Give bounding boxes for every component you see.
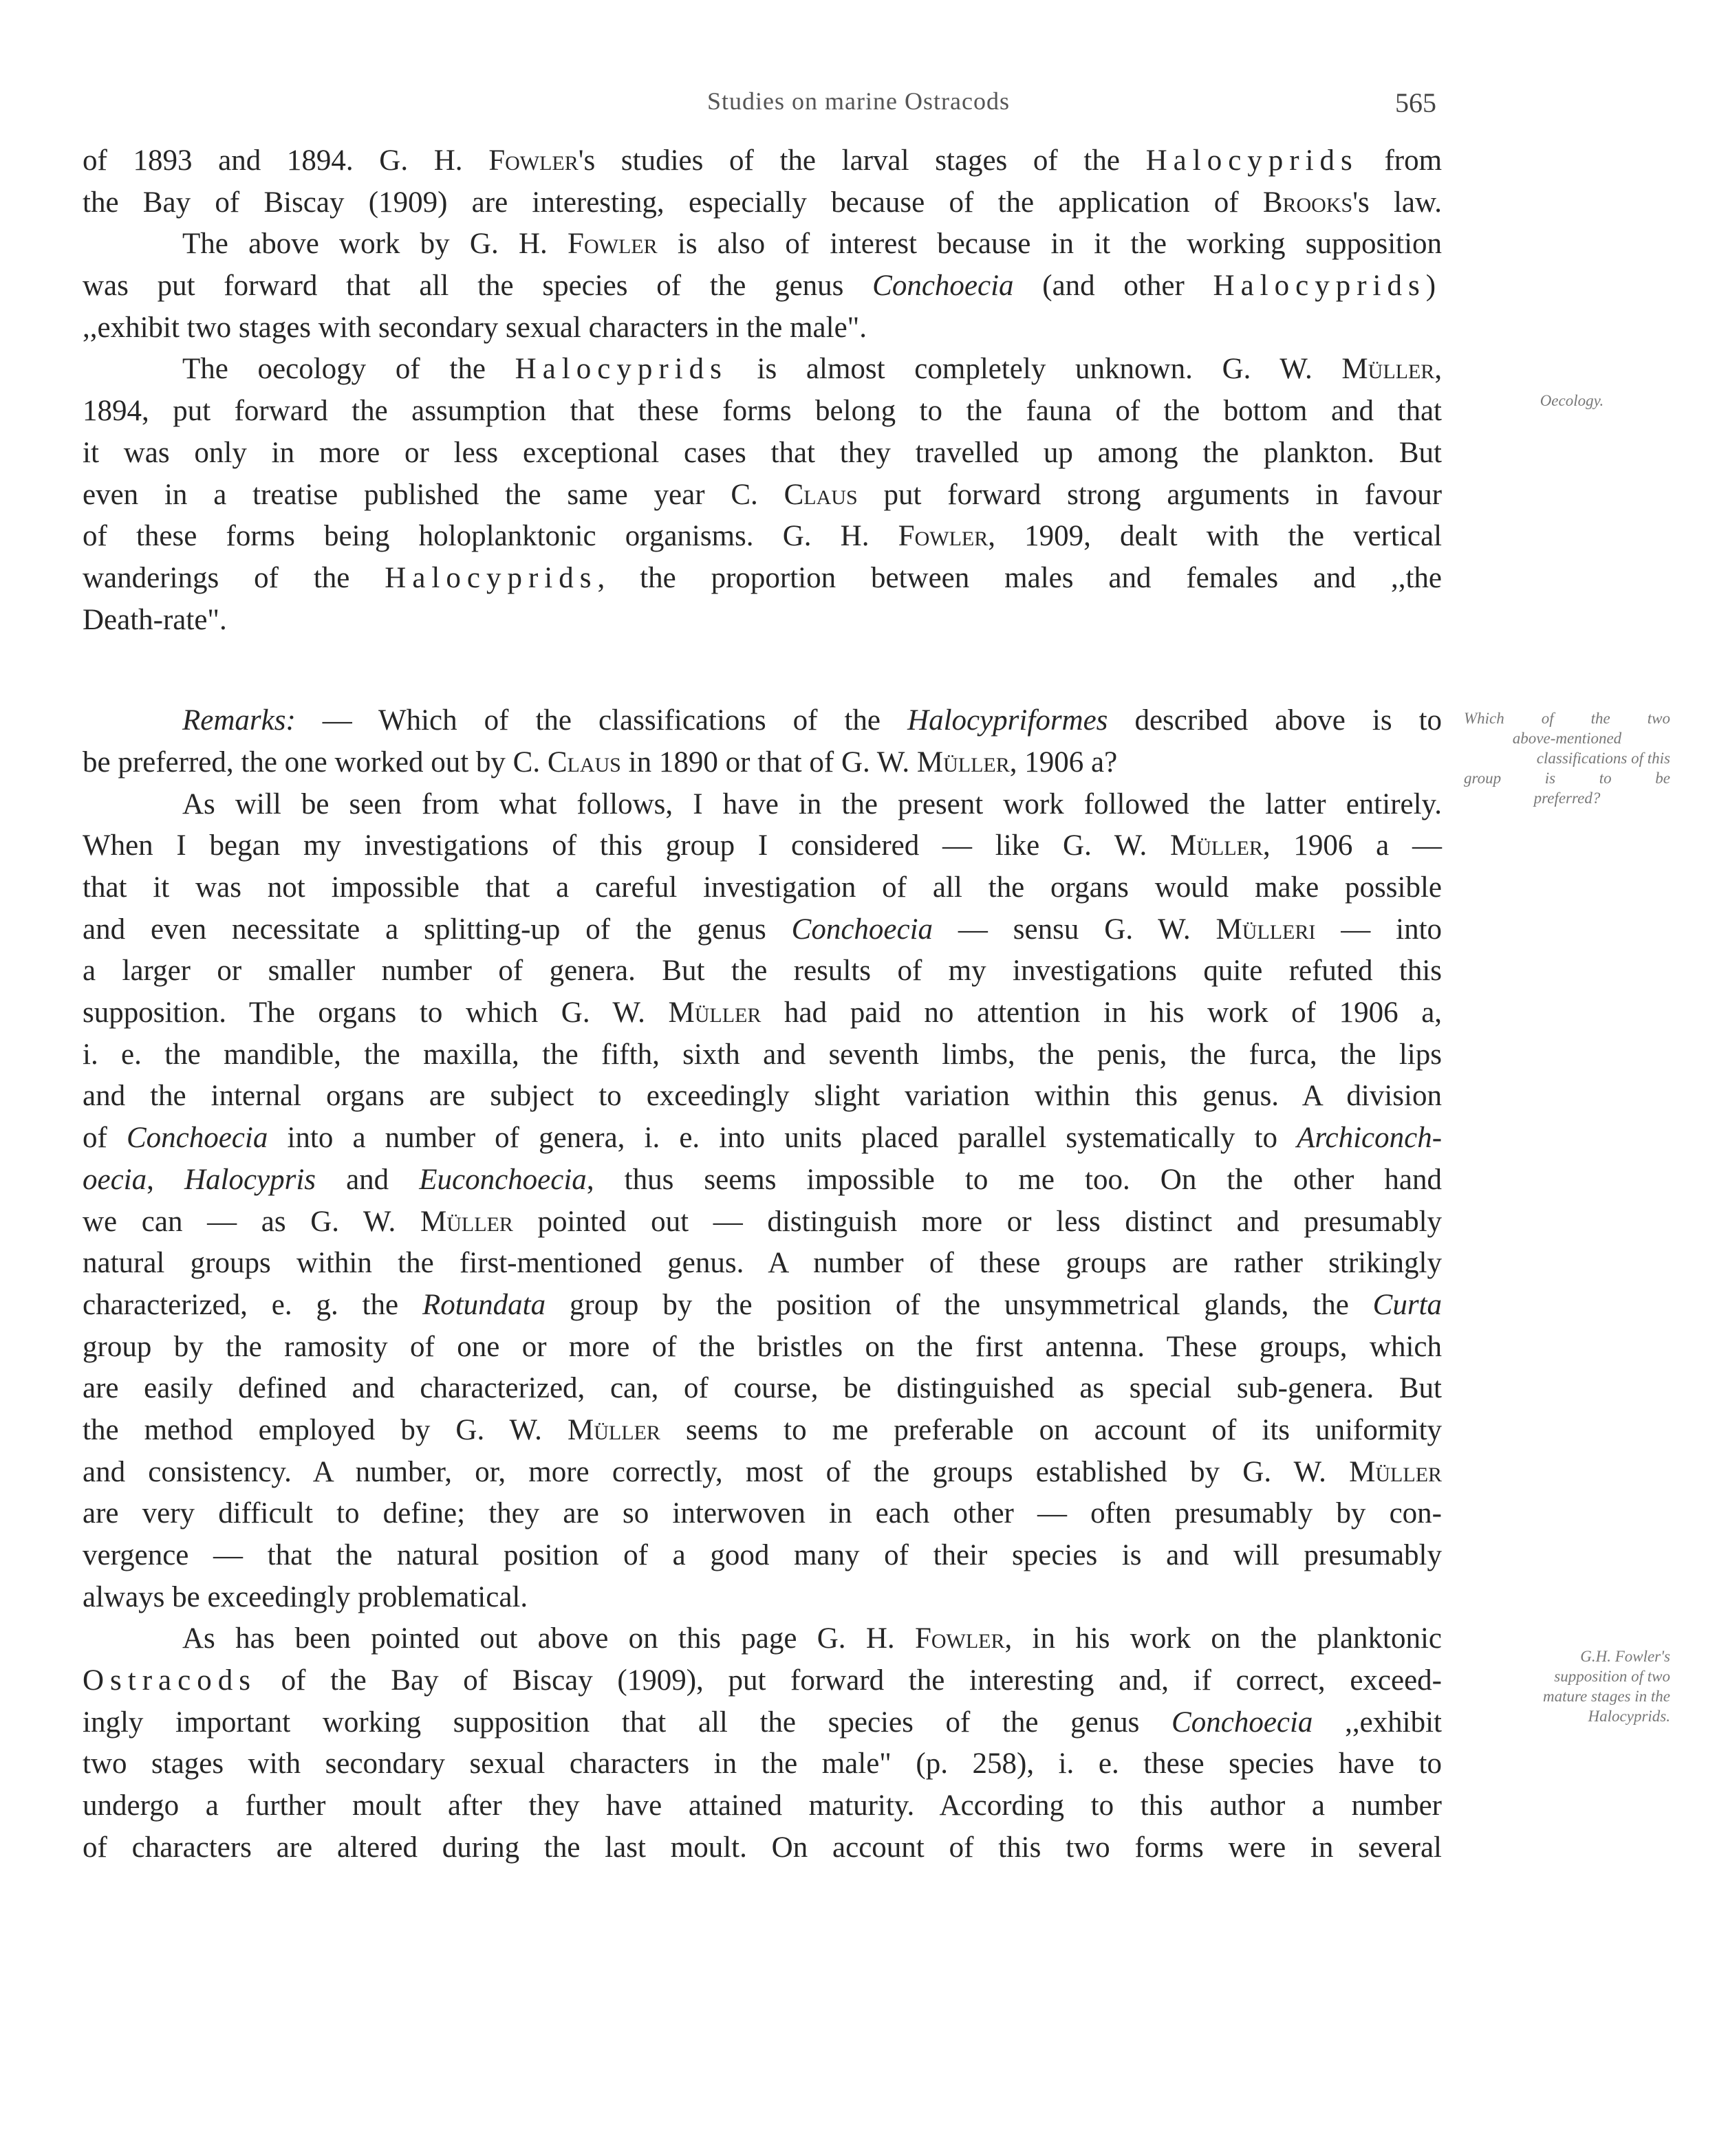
text-line: and consistency. A number, or, more correctly, most of the groups established by G. W. Müller: [83, 1455, 1443, 1488]
text-line: As will be seen from what follows, I have in the present work followed the latter entirely.: [182, 787, 1442, 820]
margin-note-which-preferred: Which of the two above-mentioned classifications of this group is to be preferred?: [1464, 710, 1670, 807]
text-line: wanderings of the Halocyprids, the proportion between males and females and ,,the: [83, 561, 1442, 594]
text-line: group by the ramosity of one or more of the bristles on the first antenna. These groups, which: [83, 1330, 1442, 1363]
text-line: the method employed by G. W. Müller seems to me preferable on account of its uniformity: [83, 1413, 1443, 1446]
margin-note-oecology: Oecology.: [1540, 392, 1604, 409]
text-line: of these forms being holoplanktonic organisms. G. H. Fowler, 1909, dealt with the vertical: [83, 520, 1443, 553]
paragraph-gap: [83, 641, 1442, 700]
text-line: and even necessitate a splitting-up of the genus Conchoecia — sensu G. W. Mülleri — into: [83, 913, 1443, 946]
text-line: it was only in more or less exceptional cases that they travelled up among the plankton. But: [83, 436, 1442, 469]
text-line: of characters are altered during the last moult. On account of this two forms were in several: [83, 1831, 1442, 1864]
text-line: supposition. The organs to which G. W. Müller had paid no attention in his work of 1906 a,: [83, 997, 1443, 1030]
text-line: always be exceedingly problematical.: [83, 1580, 528, 1613]
text-line: As has been pointed out above on this page G. H. Fowler, in his work on the planktonic: [182, 1622, 1443, 1655]
text-line: The oecology of the Halocyprids is almost completely unknown. G. W. Müller,: [182, 353, 1443, 386]
body-text: [83, 140, 1442, 1869]
text-line: vergence — that the natural position of a good many of their species is and will presumably: [83, 1539, 1442, 1571]
text-line: even in a treatise published the same year C. Claus put forward strong arguments in favour: [83, 478, 1443, 511]
text-line: was put forward that all the species of the genus Conchoecia (and other Halocyprids): [83, 270, 1443, 303]
text-line: characterized, e. g. the Rotundata group by the position of the unsymmetrical glands, the Curta: [83, 1288, 1443, 1321]
text-line: are easily defined and characterized, can, of course, be distinguished as special sub-genera. But: [83, 1372, 1442, 1405]
running-title: Studies on marine Ostracods: [707, 87, 1010, 115]
margin-note-fowler-supposition: G.H. Fowler's supposition of two mature stages in the Halocyprids.: [1542, 1648, 1670, 1725]
text-line: we can — as G. W. Müller pointed out — distinguish more or less distinct and presumably: [83, 1205, 1443, 1238]
text-line: Ostracods of the Bay of Biscay (1909), put forward the interesting and, if correct, exceed-: [83, 1664, 1443, 1697]
text-line: ingly important working supposition that all the species of the genus Conchoecia ,,exhibit: [83, 1706, 1443, 1739]
text-line: 1894, put forward the assumption that these forms belong to the fauna of the bottom and that: [83, 395, 1442, 428]
text-line: natural groups within the first-mentioned genus. A number of these groups are rather strikingly: [83, 1247, 1442, 1280]
text-line: oecia, Halocypris and Euconchoecia, thus seems impossible to me too. On the other hand: [83, 1163, 1442, 1196]
text-line: i. e. the mandible, the maxilla, the fifth, sixth and seventh limbs, the penis, the furca, the lips: [83, 1038, 1442, 1071]
text-line: Death-rate".: [83, 603, 227, 636]
text-line: Remarks: — Which of the classifications of the Halocypriformes described above is to: [182, 704, 1443, 737]
text-line: The above work by G. H. Fowler is also of interest because in it the working supposition: [182, 228, 1443, 261]
text-line: of 1893 and 1894. G. H. Fowler's studies of the larval stages of the Halocyprids from: [83, 144, 1443, 177]
text-line: ,,exhibit two stages with secondary sexual characters in the male".: [83, 311, 867, 344]
text-line: a larger or smaller number of genera. But the results of my investigations quite refuted this: [83, 955, 1442, 988]
running-head: [0, 87, 1717, 121]
text-line: are very difficult to define; they are so interwoven in each other — often presumably by con-: [83, 1497, 1442, 1530]
text-line: be preferred, the one worked out by C. Claus in 1890 or that of G. W. Müller, 1906 a?: [83, 745, 1118, 778]
text-line: of Conchoecia into a number of genera, i. e. into units placed parallel systematically to Archiconch-: [83, 1122, 1443, 1155]
text-line: two stages with secondary sexual characters in the male" (p. 258), i. e. these species have to: [83, 1747, 1442, 1781]
text-line: undergo a further moult after they have attained maturity. According to this author a number: [83, 1789, 1442, 1822]
page-number: 565: [1395, 87, 1436, 118]
text-line: When I began my investigations of this group I considered — like G. W. Müller, 1906 a —: [83, 829, 1443, 862]
text-line: the Bay of Biscay (1909) are interesting, especially because of the application of Brooks's law.: [83, 186, 1443, 219]
text-line: and the internal organs are subject to exceedingly slight variation within this genus. A division: [83, 1080, 1442, 1113]
text-line: that it was not impossible that a careful investigation of all the organs would make possible: [83, 871, 1442, 904]
